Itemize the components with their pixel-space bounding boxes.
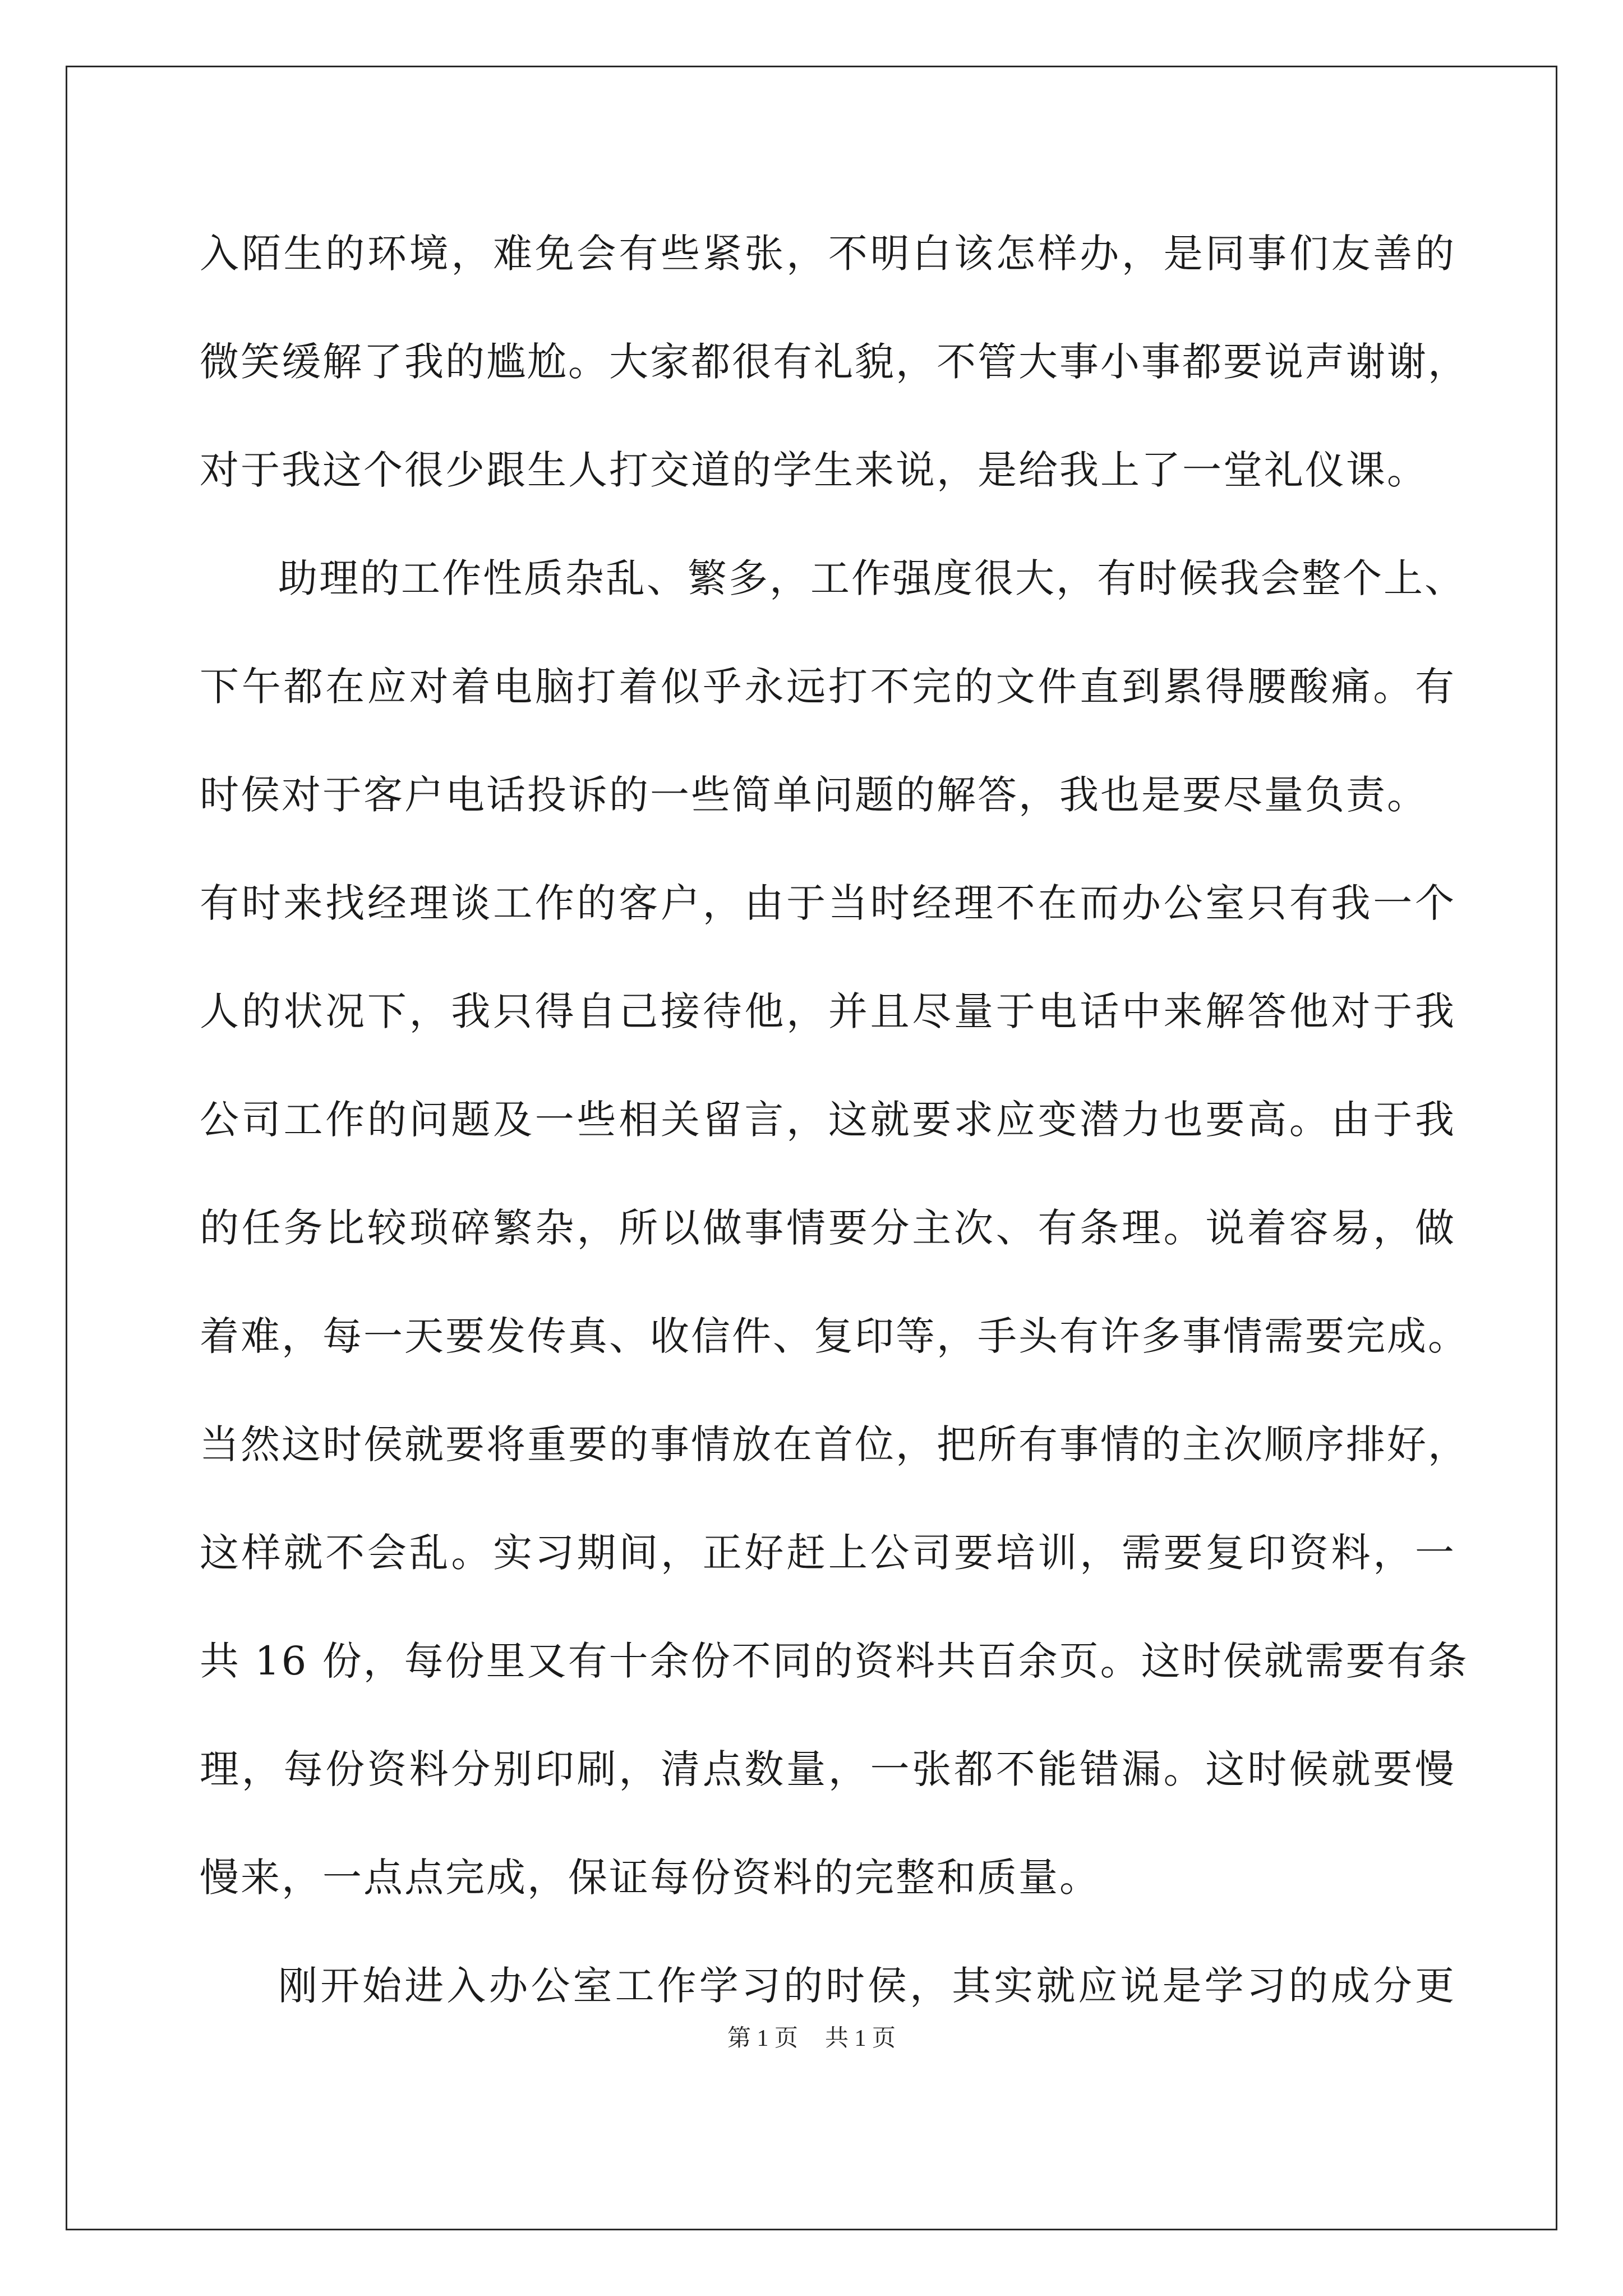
text-line: 有时来找经理谈工作的客户，由于当时经理不在而办公室只有我一个: [200, 880, 1456, 926]
page-total: 共 1 页: [825, 2026, 896, 2051]
text-line: 入陌生的环境，难免会有些紧张，不明白该怎样办，是同事们友善的: [200, 231, 1456, 277]
text-line: 公司工作的问题及一些相关留言，这就要求应变潜力也要高。由于我: [200, 1097, 1456, 1143]
text-line: 当然这时侯就要将重要的事情放在首位，把所有事情的主次顺序排好，: [200, 1421, 1469, 1467]
paragraph-start-line: 助理的工作性质杂乱、繁多，工作强度很大，有时候我会整个上、: [278, 555, 1465, 601]
text-line: 的任务比较琐碎繁杂，所以做事情要分主次、有条理。说着容易，做: [200, 1205, 1456, 1251]
text-line: 着难，每一天要发传真、收信件、复印等，手头有许多事情需要完成。: [200, 1313, 1469, 1359]
text-line: 共 16 份，每份里又有十余份不同的资料共百余页。这时侯就需要有条: [200, 1638, 1469, 1684]
document-body: [200, 200, 1469, 2040]
paragraph-start-line: 刚开始进入办公室工作学习的时侯，其实就应说是学习的成分更: [278, 1963, 1456, 2009]
text-line: 理，每份资料分别印刷，清点数量，一张都不能错漏。这时候就要慢: [200, 1746, 1456, 1792]
text-line: 这样就不会乱。实习期间，正好赶上公司要培训，需要复印资料，一: [200, 1530, 1456, 1576]
text-line: 慢来，一点点完成，保证每份资料的完整和质量。: [200, 1855, 1100, 1901]
page-number: 第 1 页: [727, 2026, 798, 2051]
text-line: 对于我这个很少跟生人打交道的学生来说，是给我上了一堂礼仪课。: [200, 447, 1428, 493]
text-line: 微笑缓解了我的尴尬。大家都很有礼貌，不管大事小事都要说声谢谢，: [200, 339, 1469, 385]
text-line: 时侯对于客户电话投诉的一些简单问题的解答，我也是要尽量负责。: [200, 772, 1428, 818]
text-line: 下午都在应对着电脑打着似乎永远打不完的文件直到累得腰酸痛。有: [200, 664, 1456, 710]
page-footer: [0, 2019, 1623, 2053]
text-line: 人的状况下，我只得自己接待他，并且尽量于电话中来解答他对于我: [200, 988, 1456, 1034]
